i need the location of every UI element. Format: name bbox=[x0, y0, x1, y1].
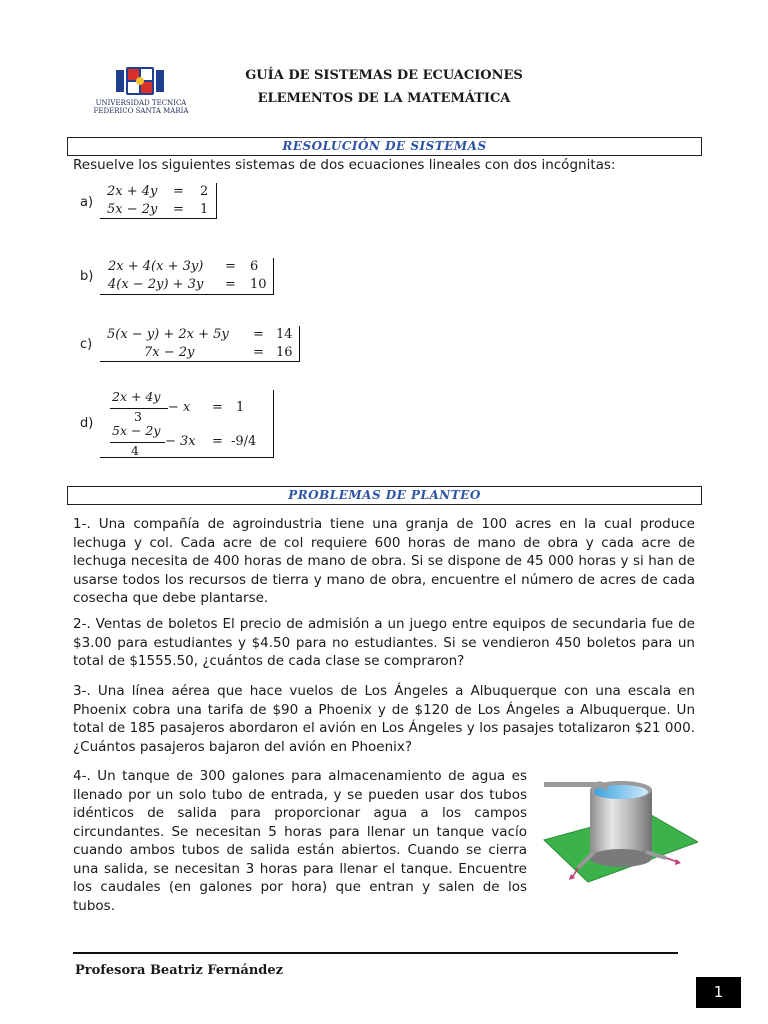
system-b-bracket bbox=[273, 258, 274, 295]
system-d-eq1-rhs: 1 bbox=[236, 400, 245, 415]
system-c-eq1-equals: = bbox=[253, 327, 264, 342]
document-subtitle: ELEMENTOS DE LA MATEMÁTICA bbox=[257, 91, 511, 106]
system-b-label: b) bbox=[80, 269, 94, 284]
section-intro: Resuelve los siguientes sistemas de dos ecuaciones lineales con dos incógnitas: bbox=[73, 157, 616, 173]
university-name-line2: FEDERICO SANTA MARIA bbox=[93, 107, 189, 115]
system-a-eq1-equals: = bbox=[173, 184, 184, 199]
section-heading-resolucion: RESOLUCIÓN DE SISTEMAS bbox=[67, 137, 702, 156]
system-d-eq1-equals: = bbox=[212, 400, 223, 415]
system-c-eq2-equals: = bbox=[253, 345, 264, 360]
system-a-eq2-lhs: 5x − 2y bbox=[107, 202, 158, 217]
page-number: 1 bbox=[696, 977, 741, 1008]
system-b-eq1-equals: = bbox=[225, 259, 236, 274]
system-b-eq1-rhs: 6 bbox=[250, 259, 259, 274]
system-d-eq2-rest: − 3x bbox=[165, 434, 196, 449]
system-d-eq2-numerator: 5x − 2y bbox=[112, 423, 161, 438]
system-c-eq1-lhs: 5(x − y) + 2x + 5y bbox=[107, 327, 229, 342]
system-c-label: c) bbox=[80, 337, 93, 352]
system-d-eq1-denominator: 3 bbox=[134, 409, 142, 424]
system-a-label: a) bbox=[80, 195, 94, 210]
problem-1: 1-. Una compañía de agroindustria tiene una granja de 100 acres en la cual produce lechuga y col. Cada acre de col requiere 600 horas de mano de obra y cada acre de lechuga necesita de 400 horas de mano de obra. Si se dispone de 45 000 horas y si han de usarse todos los recursos de tierra y mano de obra, encuentre el número de acres de cada cosecha que debe plantarse. bbox=[73, 516, 695, 606]
system-d-underline bbox=[100, 457, 273, 458]
system-b-eq1-lhs: 2x + 4(x + 3y) bbox=[108, 259, 204, 274]
system-b-underline bbox=[100, 294, 273, 295]
problem-2: 2-. Ventas de boletos El precio de admisión a un juego entre equipos de secundaria fue de $3.00 para estudiantes y $4.50 para no estudiantes. Si se vendieron 450 boletos para un total de $1555.50, ¿cuántos de cada clase se compraron? bbox=[73, 616, 695, 669]
water-tank-illustration bbox=[538, 770, 698, 890]
university-crest-icon bbox=[108, 66, 172, 98]
system-d-eq2-equals: = bbox=[212, 434, 223, 449]
system-d-eq1-numerator: 2x + 4y bbox=[112, 389, 161, 404]
system-c-eq2-lhs: 7x − 2y bbox=[144, 345, 195, 360]
system-b-eq2-rhs: 10 bbox=[250, 277, 267, 292]
system-a-underline bbox=[100, 218, 216, 219]
system-c-bracket bbox=[299, 326, 300, 362]
system-a-eq1-lhs: 2x + 4y bbox=[107, 184, 158, 199]
system-c-eq1-rhs: 14 bbox=[276, 327, 293, 342]
system-c-underline bbox=[100, 361, 299, 362]
system-b-eq2-equals: = bbox=[225, 277, 236, 292]
university-name-line1: UNIVERSIDAD TECNICA bbox=[95, 99, 187, 107]
system-a-bracket bbox=[216, 183, 217, 219]
system-d-eq2-denominator: 4 bbox=[131, 443, 139, 458]
system-d-bracket bbox=[273, 390, 274, 458]
system-a-eq2-rhs: 1 bbox=[200, 202, 209, 217]
system-d-label: d) bbox=[80, 416, 94, 431]
system-a-eq1-rhs: 2 bbox=[200, 184, 209, 199]
footer-divider bbox=[73, 952, 678, 954]
section-heading-planteo: PROBLEMAS DE PLANTEO bbox=[67, 486, 702, 505]
professor-name: Profesora Beatriz Fernández bbox=[75, 963, 284, 978]
university-logo bbox=[80, 66, 202, 122]
problem-3: 3-. Una línea aérea que hace vuelos de Los Ángeles a Albuquerque con una escala en Phoenix cobra una tarifa de $90 a Phoenix y de $120 de Los Ángeles a Albuquerque. Un total de 185 pasajeros abordaron el avión en Los Ángeles y los pasajes totalizaron $21 000. ¿Cuántos pasajeros bajaron del avión en Phoenix? bbox=[73, 683, 695, 755]
system-c-eq2-rhs: 16 bbox=[276, 345, 293, 360]
system-a-eq2-equals: = bbox=[173, 202, 184, 217]
system-d-eq2-rhs: -9/4 bbox=[231, 434, 257, 449]
system-b-eq2-lhs: 4(x − 2y) + 3y bbox=[108, 277, 204, 292]
document-title: GUÍA DE SISTEMAS DE ECUACIONES bbox=[245, 68, 523, 83]
system-d-eq1-rest: − x bbox=[168, 400, 191, 415]
problem-4: 4-. Un tanque de 300 galones para almacenamiento de agua es llenado por un solo tubo de entrada, y se pueden usar dos tubos idénticos de salida para proporcionar agua a los campos circundantes. Se necesitan 5 horas para llenar un tanque vacío cuando ambos tubos de salida están abiertos. Cuando se cierra una salida, se necesitan 3 horas para llenar el tanque. Encuentre los caudales (en galones por hora) que entran y salen de los tubos. bbox=[73, 768, 527, 914]
